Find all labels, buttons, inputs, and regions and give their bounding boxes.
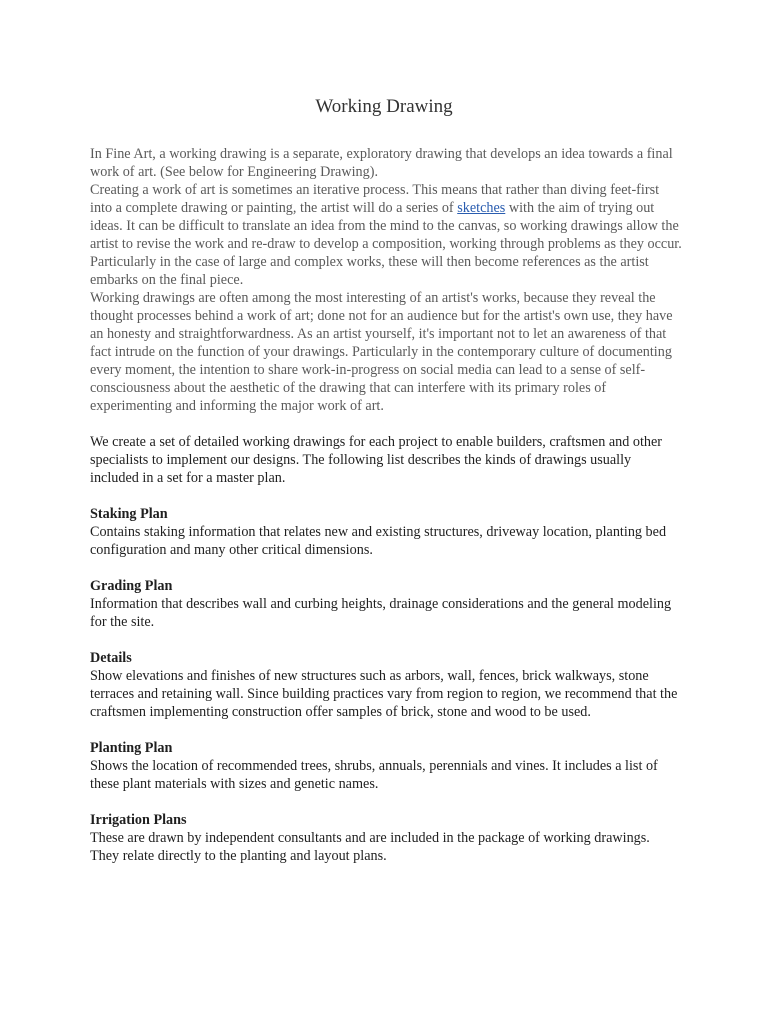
intro-paragraph-2-text-before: Creating a work of art is sometimes an iterative process. This means that rather than diving feet-first into a complete drawing or painting, the artist will do a series of (90, 182, 660, 216)
section-details (90, 649, 682, 721)
section-text: Shows the location of recommended trees, shrubs, annuals, perennials and vines. It includes a list of these plant materials with sizes and genetic names. (90, 758, 658, 792)
section-heading: Irrigation Plans (90, 812, 187, 828)
section-text: Show elevations and finishes of new structures such as arbors, wall, fences, brick walkways, stone terraces and retaining wall. Since building practices vary from region to region, we recommend that the craftsmen implementing construction offer samples of brick, stone and wood to be used. (90, 668, 678, 720)
intro-paragraph-2 (90, 181, 682, 289)
section-text: These are drawn by independent consultants and are included in the package of working drawings. They relate directly to the planting and layout plans. (90, 830, 650, 864)
section-heading: Staking Plan (90, 506, 168, 522)
lead-paragraph: We create a set of detailed working drawings for each project to enable builders, craftsmen and other specialists to implement our designs. The following list describes the kinds of drawings usually included in a set for a master plan. (90, 434, 663, 486)
section-heading: Details (90, 650, 132, 666)
section-staking-plan (90, 505, 682, 559)
intro-paragraph-3: Working drawings are often among the most interesting of an artist's works, because they reveal the thought processes behind a work of art; done not for an audience but for the artist's own use, they have an honesty and straightforwardness. As an artist yourself, it's important not to let an awareness of that fact intrude on the function of your drawings. Particularly in the contemporary culture of documenting every moment, the intention to share work-in-progress on social media can lead to a sense of self-consciousness about the aesthetic of the drawing that can interfere with its primary roles of experimenting and informing the major work of art. (90, 290, 673, 414)
section-text: Information that describes wall and curbing heights, drainage considerations and the general modeling for the site. (90, 596, 672, 630)
section-heading: Grading Plan (90, 578, 173, 594)
intro-paragraph-2-text-after: with the aim of trying out ideas. It can be difficult to translate an idea from the mind to the canvas, so working drawings allow the artist to revise the work and re-draw to develop a composition, working through problems as they occur. Particularly in the case of large and complex works, these will then become references as the artist embarks on the final piece. (90, 200, 682, 288)
page-title: Working Drawing (315, 96, 453, 117)
document-body (90, 145, 682, 865)
section-heading: Planting Plan (90, 740, 173, 756)
section-grading-plan (90, 577, 682, 631)
intro-paragraph-1: In Fine Art, a working drawing is a separate, exploratory drawing that develops an idea towards a final work of art. (See below for Engineering Drawing). (90, 146, 673, 180)
section-planting-plan (90, 739, 682, 793)
sketches-link[interactable]: sketches (457, 200, 506, 216)
section-text: Contains staking information that relates new and existing structures, driveway location, planting bed configuration and many other critical dimensions. (90, 524, 667, 558)
section-irrigation-plans (90, 811, 682, 865)
intro-block (90, 145, 682, 415)
